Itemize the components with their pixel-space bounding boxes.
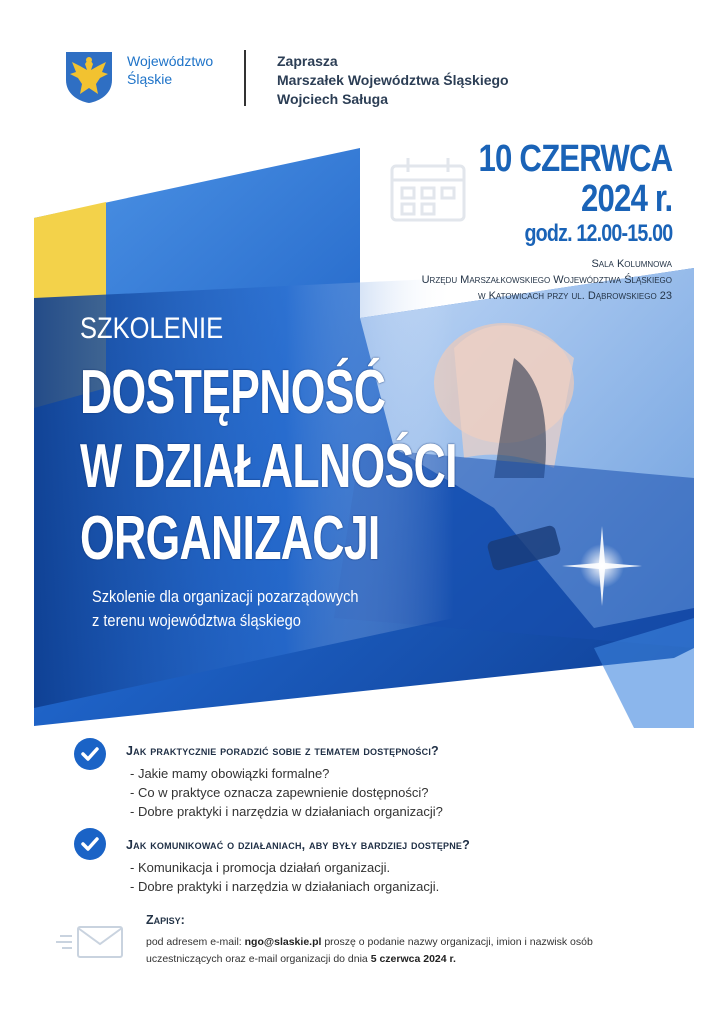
signup-middle: proszę o podanie nazwy organizacji, imion i nazwisk osób uczestniczących oraz e-mail organizacji do dnia [146,936,593,965]
header-divider [244,50,246,106]
event-year: 2024 r. [580,178,672,220]
hero-title-line-1: DOSTĘPNOŚĆ [80,358,386,427]
hero-title-line-2: W DZIAŁALNOŚCI [80,432,457,501]
signup-deadline: 5 czerwca 2024 r. [370,953,456,965]
list-item: - Dobre praktyki i narzędzia w działaniach organizacji. [130,879,440,894]
region-line-1: Województwo [127,53,214,69]
venue-line-1: Sala Kolumnowa [591,258,672,270]
signup-prefix: pod adresem e-mail: [146,936,245,948]
inviter-line-3: Wojciech Saługa [277,91,388,107]
inviter-block [277,52,509,109]
inviter-line-1: Zaprasza [277,53,338,69]
question-list-1 [130,764,443,821]
signup-email-link[interactable]: ngo@slaskie.pl [244,936,322,948]
signup-heading: Zapisy: [146,913,185,927]
inviter-line-2: Marszałek Województwa Śląskiego [277,72,509,88]
question-heading-2: Jak komunikować o działaniach, aby były bardziej dostępne? [126,838,470,852]
check-icon [74,738,106,770]
hero-description-line-2: z terenu województwa śląskiego [92,611,301,630]
question-heading-1: Jak praktycznie poradzić sobie z tematem dostępności? [126,744,439,758]
hero-subtitle: SZKOLENIE [80,312,224,345]
check-icon [74,828,106,860]
list-item: - Komunikacja i promocja działań organizacji. [130,860,391,875]
region-name [127,52,213,88]
event-date: 10 CZERWCA [478,138,672,180]
question-list-2 [130,858,439,896]
venue-line-2: Urzędu Marszałkowskiego Województwa Śląskiego [421,274,672,286]
list-item: - Co w praktyce oznacza zapewnienie dostępności? [130,785,429,800]
hero-description-line-1: Szkolenie dla organizacji pozarządowych [92,587,359,606]
venue-line-3: w Katowicach przy ul. Dąbrowskiego 23 [477,290,672,302]
list-item: - Jakie mamy obowiązki formalne? [130,766,330,781]
signup-text [146,934,666,968]
coat-of-arms-icon [64,50,114,104]
event-time: godz. 12.00-15.00 [524,220,672,247]
list-item: - Dobre praktyki i narzędzia w działaniach organizacji? [130,804,443,819]
hero-title-line-3: ORGANIZACJI [80,504,380,573]
envelope-icon [56,924,126,960]
region-line-2: Śląskie [127,71,173,87]
